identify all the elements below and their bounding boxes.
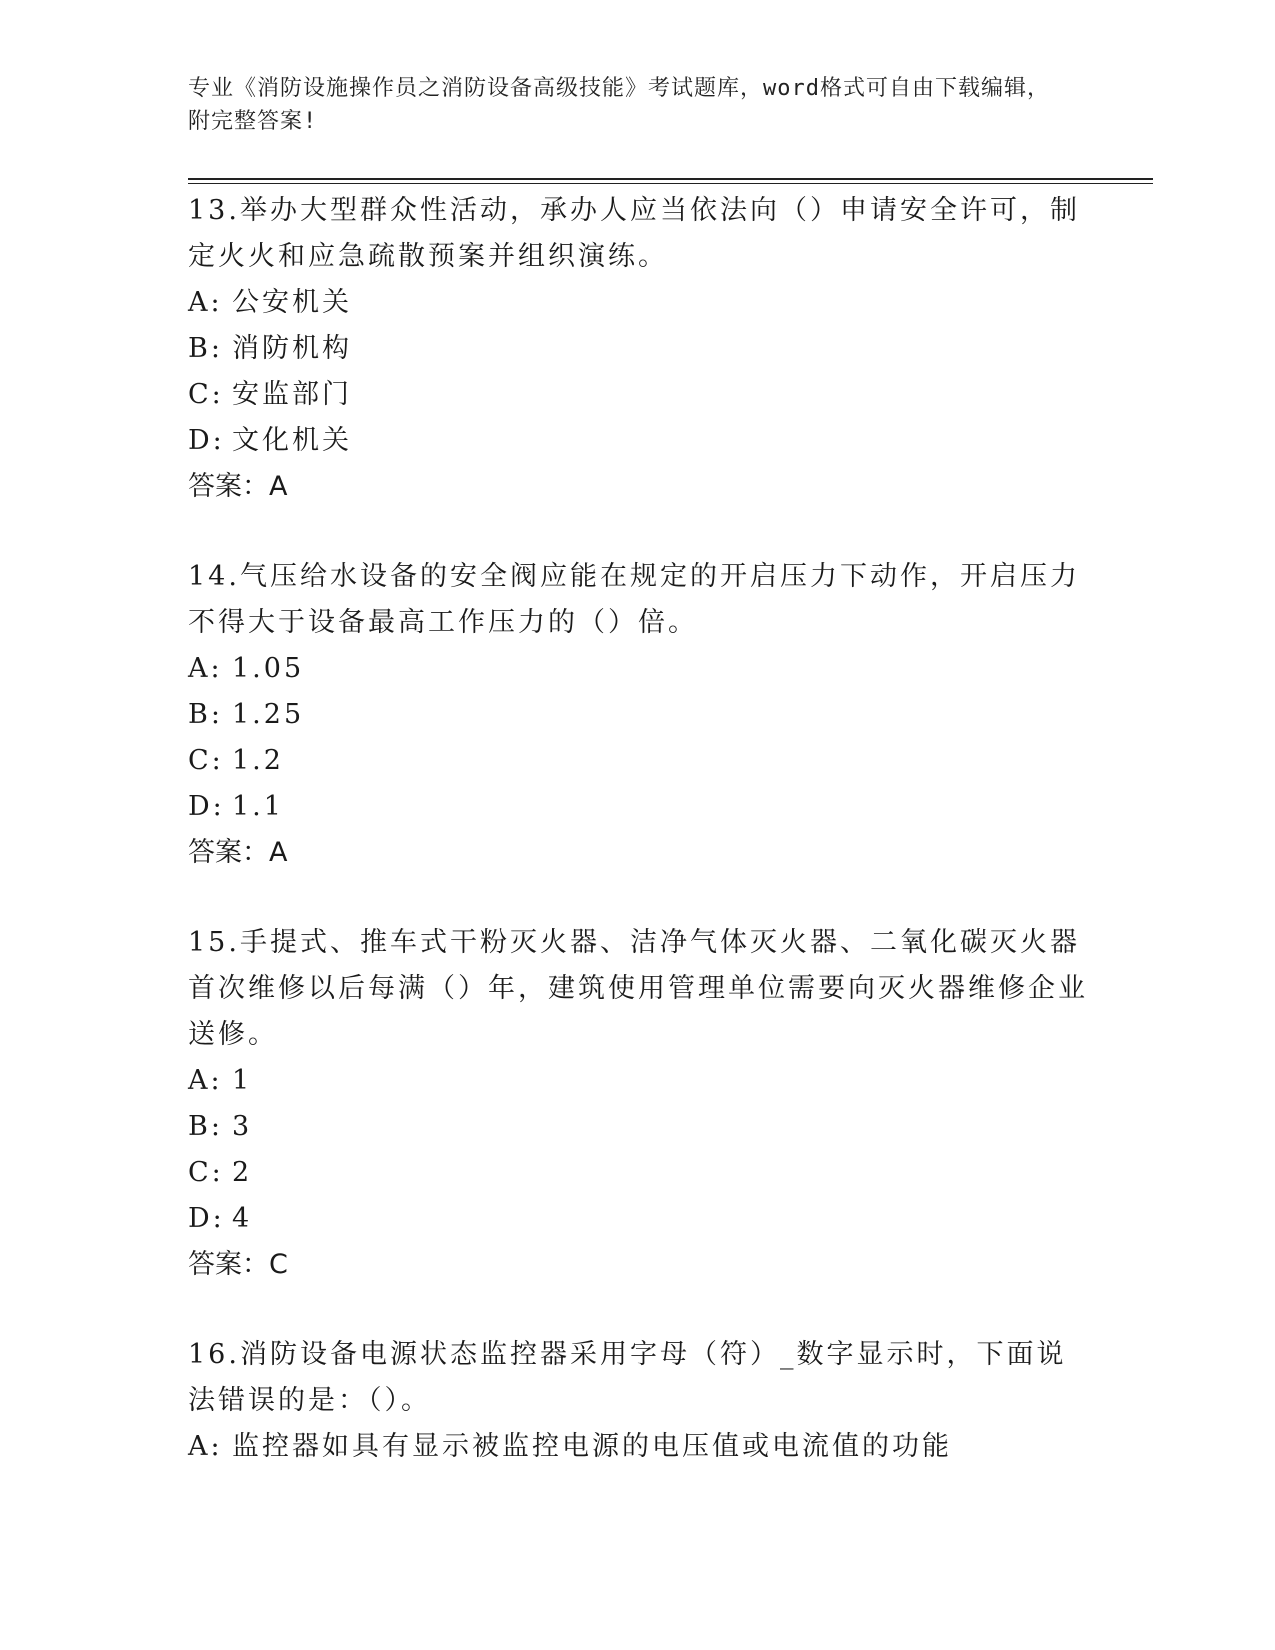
option-label: D: [188,425,225,456]
answer-line [188,1242,1088,1288]
question-14 [188,554,1088,876]
option-text: 文化机关 [232,425,352,456]
option-text: 3 [232,1111,253,1142]
option-label: D: [188,791,225,822]
answer-label: 答案： [188,837,269,868]
option-label: A: [188,287,223,318]
option-text: 1 [232,1065,253,1096]
option-label: C: [188,745,224,776]
option-a [188,646,1088,692]
option-b [188,692,1088,738]
option-text: 公安机关 [232,287,352,318]
answer-line [188,464,1088,510]
option-label: B: [188,1111,223,1142]
question-15 [188,920,1088,1288]
question-stem: 13.举办大型群众性活动，承办人应当依法向（）申请安全许可，制定火火和应急疏散预案并组织演练。 [188,195,1080,272]
answer-value: A [269,837,288,868]
option-label: A: [188,1065,223,1096]
answer-label: 答案： [188,471,269,502]
option-text: 2 [232,1157,253,1188]
option-label: A: [188,653,223,684]
question-stem: 14.气压给水设备的安全阀应能在规定的开启压力下动作，开启压力不得大于设备最高工作压力的（）倍。 [188,561,1080,638]
option-label: B: [188,699,223,730]
option-c [188,372,1088,418]
option-c [188,738,1088,784]
question-list [188,188,1088,1514]
option-text: 安监部门 [232,379,352,410]
header-rule-thin [188,183,1153,184]
option-a [188,280,1088,326]
question-stem: 16.消防设备电源状态监控器采用字母（符）_数字显示时，下面说法错误的是：（）。 [188,1339,1067,1416]
option-b [188,1104,1088,1150]
option-text: 1.25 [232,699,305,730]
option-d [188,418,1088,464]
answer-line [188,830,1088,876]
header-rule-thick [188,178,1153,180]
answer-value: A [269,471,288,502]
option-text: 监控器如具有显示被监控电源的电压值或电流值的功能 [232,1431,952,1462]
option-a [188,1424,1088,1470]
option-text: 1.1 [232,791,284,822]
option-a [188,1058,1088,1104]
question-16 [188,1332,1088,1470]
answer-value: C [269,1249,288,1280]
question-13 [188,188,1088,510]
option-label: C: [188,379,224,410]
option-text: 1.2 [232,745,284,776]
option-label: B: [188,333,223,364]
answer-label: 答案： [188,1249,269,1280]
document-header: 专业《消防设施操作员之消防设备高级技能》考试题库，word格式可自由下载编辑，附完整答案! [188,76,1050,134]
option-b [188,326,1088,372]
option-d [188,784,1088,830]
option-label: D: [188,1203,225,1234]
option-c [188,1150,1088,1196]
option-text: 消防机构 [232,333,352,364]
option-d [188,1196,1088,1242]
option-text: 4 [232,1203,253,1234]
option-text: 1.05 [232,653,305,684]
question-stem: 15.手提式、推车式干粉灭火器、洁净气体灭火器、二氧化碳灭火器首次维修以后每满（）年，建筑使用管理单位需要向灭火器维修企业送修。 [188,927,1088,1050]
option-label: C: [188,1157,224,1188]
option-label: A: [188,1431,223,1462]
